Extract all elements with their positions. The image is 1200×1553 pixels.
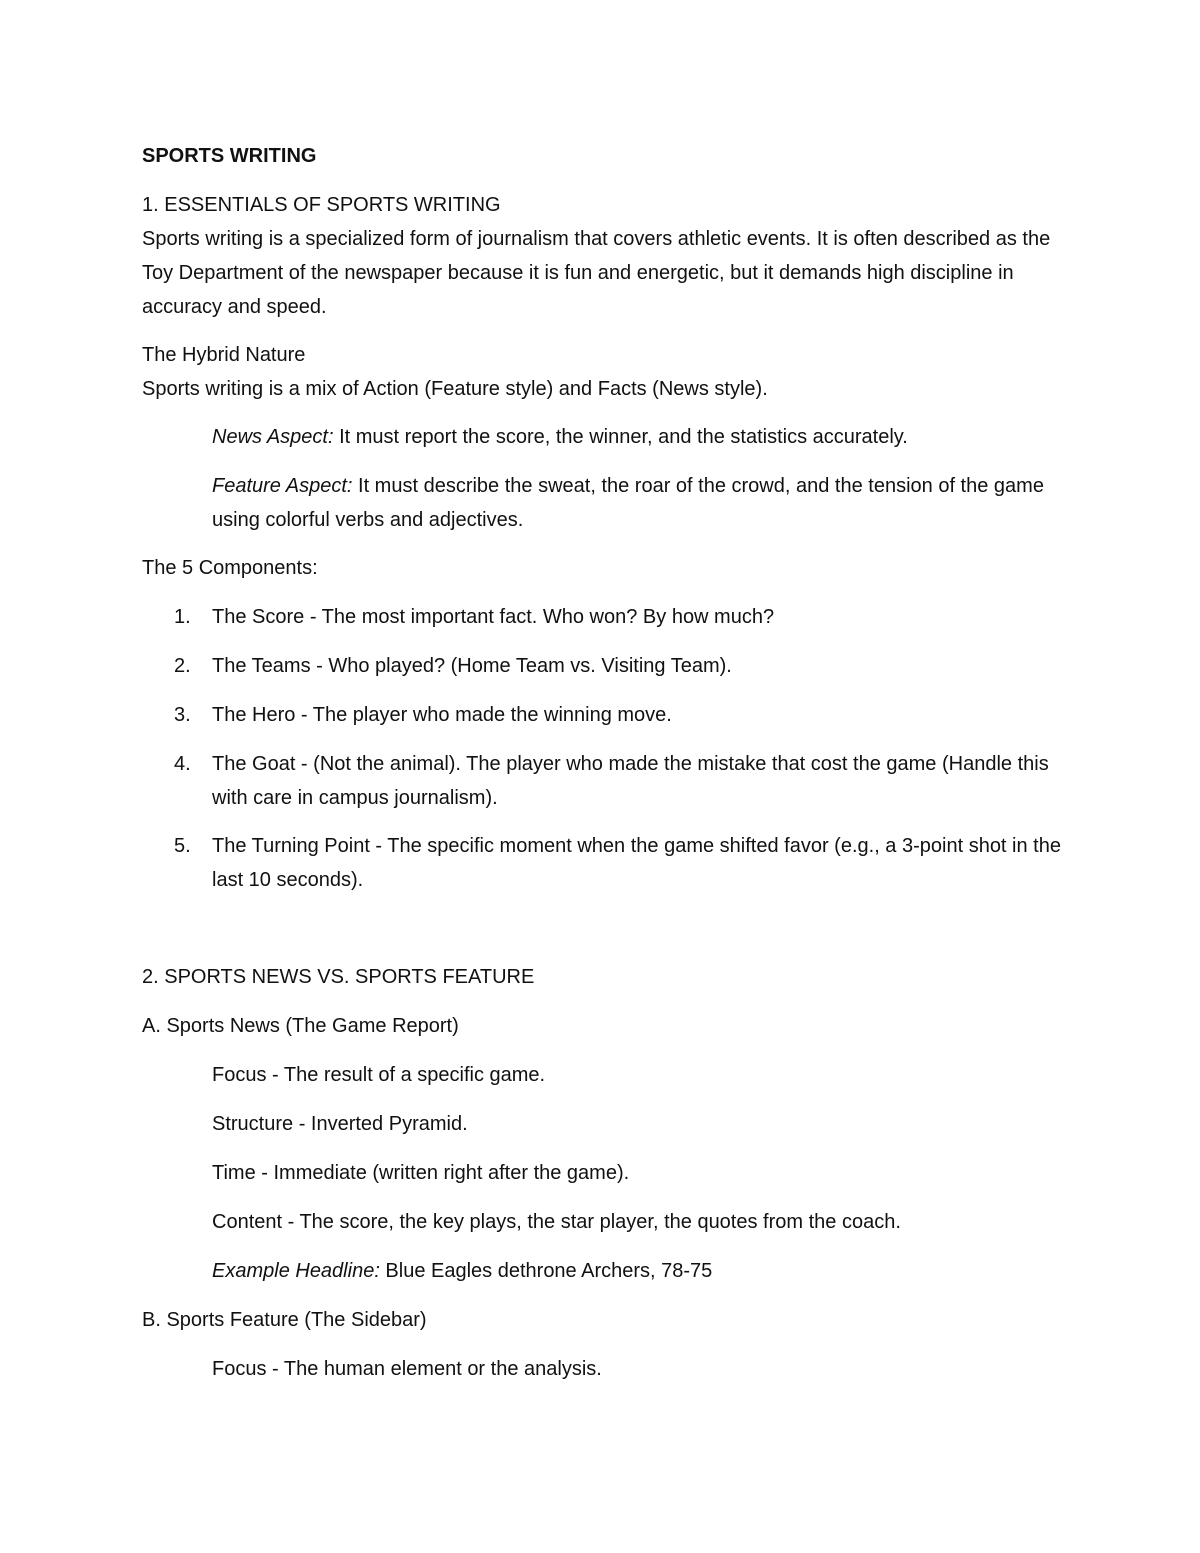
list-item-text: The Turning Point - The specific moment when the game shifted favor (e.g., a 3-point shot in the last 10 seconds). <box>212 835 1061 891</box>
feature-aspect-text: It must describe the sweat, the roar of the crowd, and the tension of the game using colorful verbs and adjectives. <box>212 475 1044 531</box>
list-item-number: 4. <box>174 753 191 775</box>
list-item-text: The Hero - The player who made the winning move. <box>212 704 672 726</box>
feature-focus-line: Focus - The human element or the analysis. <box>212 1358 602 1380</box>
section1-heading: 1. ESSENTIALS OF SPORTS WRITING <box>142 194 501 216</box>
example-headline-text: Blue Eagles dethrone Archers, 78-75 <box>379 1260 713 1282</box>
hybrid-nature-heading: The Hybrid Nature <box>142 344 306 366</box>
news-time-line: Time - Immediate (written right after the game). <box>212 1162 630 1184</box>
list-item-number: 3. <box>174 704 191 726</box>
sports-news-heading: A. Sports News (The Game Report) <box>142 1015 459 1037</box>
news-content-line: Content - The score, the key plays, the star player, the quotes from the coach. <box>212 1211 901 1233</box>
list-item-number: 1. <box>174 606 191 628</box>
sports-feature-heading: B. Sports Feature (The Sidebar) <box>142 1309 427 1331</box>
list-item-text: The Teams - Who played? (Home Team vs. Visiting Team). <box>212 655 732 677</box>
components-heading: The 5 Components: <box>142 557 318 579</box>
feature-aspect-paragraph <box>212 469 1072 537</box>
news-structure-line: Structure - Inverted Pyramid. <box>212 1113 468 1135</box>
list-item-text: The Score - The most important fact. Who won? By how much? <box>212 606 775 628</box>
list-item-number: 2. <box>174 655 191 677</box>
hybrid-nature-text: Sports writing is a mix of Action (Feature style) and Facts (News style). <box>142 378 768 400</box>
news-aspect-text: It must report the score, the winner, and the statistics accurately. <box>333 426 908 448</box>
example-headline-label: Example Headline: <box>212 1260 380 1282</box>
list-item-number: 5. <box>174 835 191 857</box>
news-aspect-label: News Aspect: <box>212 426 334 448</box>
news-aspect-paragraph <box>212 420 1072 454</box>
section2-heading: 2. SPORTS NEWS VS. SPORTS FEATURE <box>142 966 535 988</box>
document-title: SPORTS WRITING <box>142 145 317 167</box>
example-headline-line <box>212 1254 1072 1288</box>
list-item-text: The Goat - (Not the animal). The player who made the mistake that cost the game (Handle this with care in campus journalism). <box>212 753 1049 809</box>
news-focus-line: Focus - The result of a specific game. <box>212 1064 546 1086</box>
section1-intro-paragraph: Sports writing is a specialized form of journalism that covers athletic events. It is often described as the Toy Department of the newspaper because it is fun and energetic, but it demands high discipline in accuracy and speed. <box>142 228 1051 318</box>
feature-aspect-label: Feature Aspect: <box>212 475 353 497</box>
